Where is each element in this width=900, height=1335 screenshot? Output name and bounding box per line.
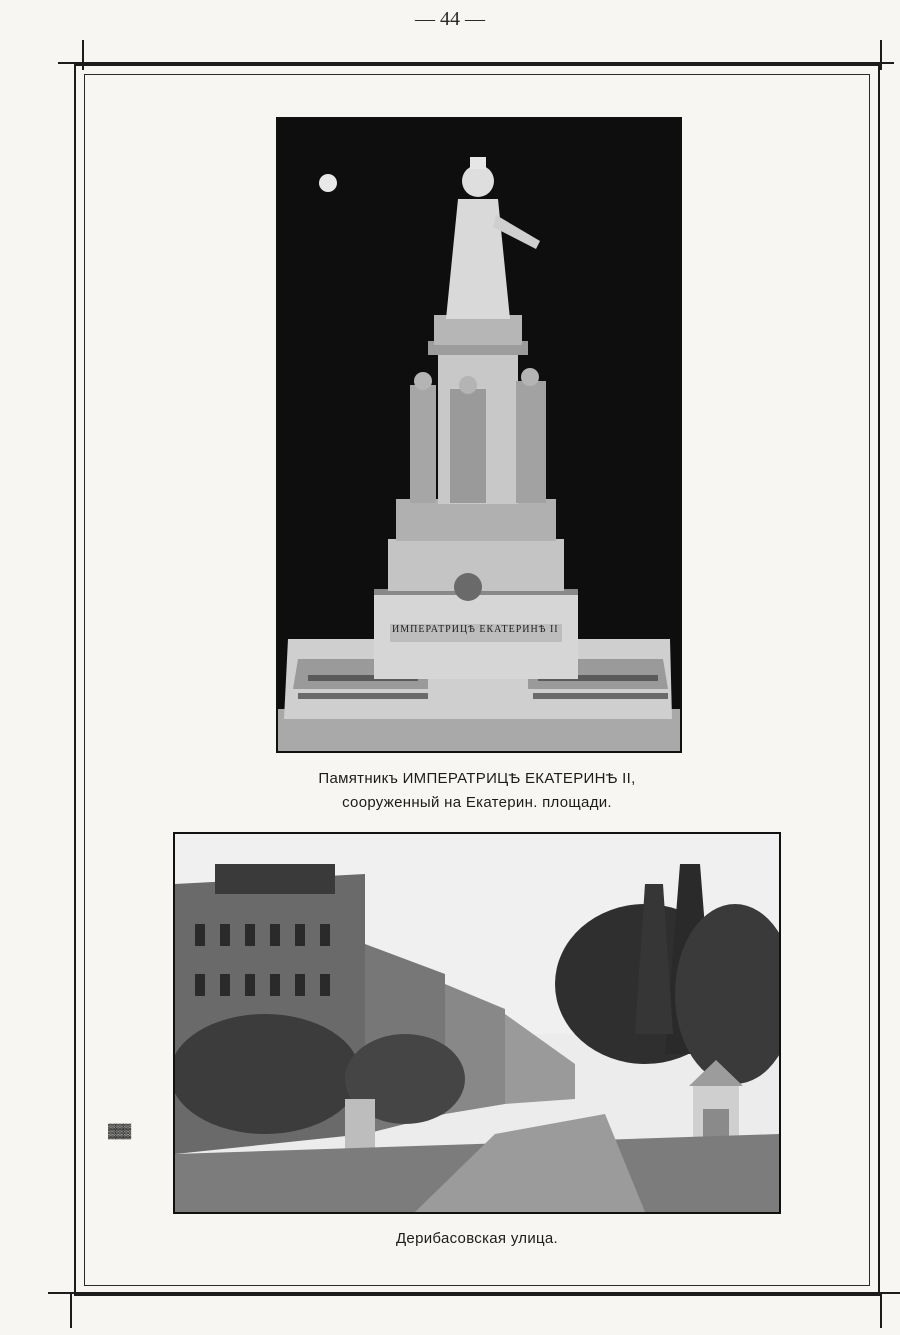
street-photo <box>173 832 781 1214</box>
monument-caption-line1: Памятникъ ИМПЕРАТРИЦѢ ЕКАТЕРИНѢ II, <box>318 770 636 787</box>
monument-photo <box>276 117 682 753</box>
bottom-right-tick <box>880 1292 882 1328</box>
monument-caption-line2: сооруженный на Екатерин. площади. <box>342 794 612 811</box>
page-number: — 44 — <box>415 8 485 30</box>
right-rule <box>880 40 882 70</box>
street-caption: Дерибасовская улица. <box>395 1230 559 1247</box>
monument-inscription: ИМПЕРАТРИЦѢ ЕКАТЕРИНѢ II <box>392 624 559 635</box>
bottom-left-tick <box>70 1292 72 1328</box>
margin-stamp: ▓▓▓ <box>108 1124 131 1140</box>
